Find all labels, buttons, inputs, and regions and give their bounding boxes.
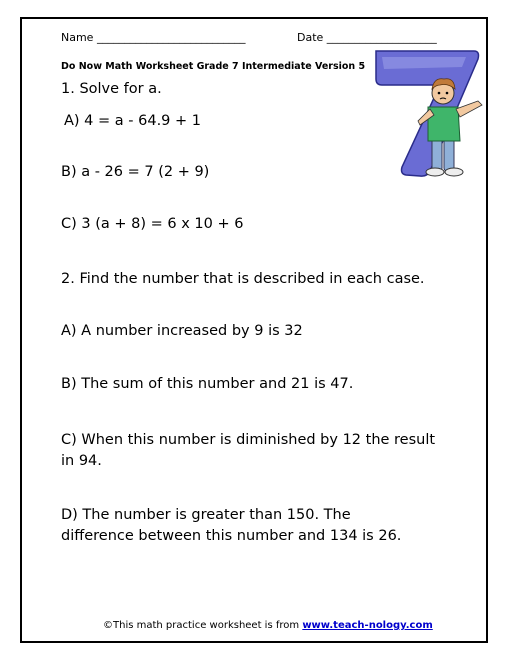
footer-text: ©This math practice worksheet is from <box>103 620 300 631</box>
problem-1a: A) 4 = a - 64.9 + 1 <box>64 113 201 129</box>
problem-1b: B) a - 26 = 7 (2 + 9) <box>61 164 210 180</box>
problem-2c: C) When this number is diminished by 12 the result in 94. <box>61 432 436 469</box>
footer-credit <box>103 620 433 631</box>
problem-2a: A) A number increased by 9 is 32 <box>61 323 303 339</box>
section1-heading: 1. Solve for a. <box>61 81 162 97</box>
date-field <box>297 31 437 44</box>
footer-link[interactable]: www.teach-nology.com <box>302 620 433 631</box>
problem-1c: C) 3 (a + 8) = 6 x 10 + 6 <box>61 216 244 232</box>
name-field <box>61 31 245 44</box>
number-seven-mascot-illustration <box>368 49 486 177</box>
date-label: Date <box>297 31 324 44</box>
name-label: Name <box>61 31 94 44</box>
section2-heading: 2. Find the number that is described in each case. <box>61 271 425 287</box>
problem-2d: D) The number is greater than 150. The difference between this number and 134 is 26. <box>61 507 402 544</box>
date-blank: ____________________ <box>326 31 437 44</box>
worksheet-title: Do Now Math Worksheet Grade 7 Intermediate Version 5 <box>61 61 366 72</box>
problem-2b: B) The sum of this number and 21 is 47. <box>61 376 354 392</box>
name-blank: ___________________________ <box>96 31 246 44</box>
